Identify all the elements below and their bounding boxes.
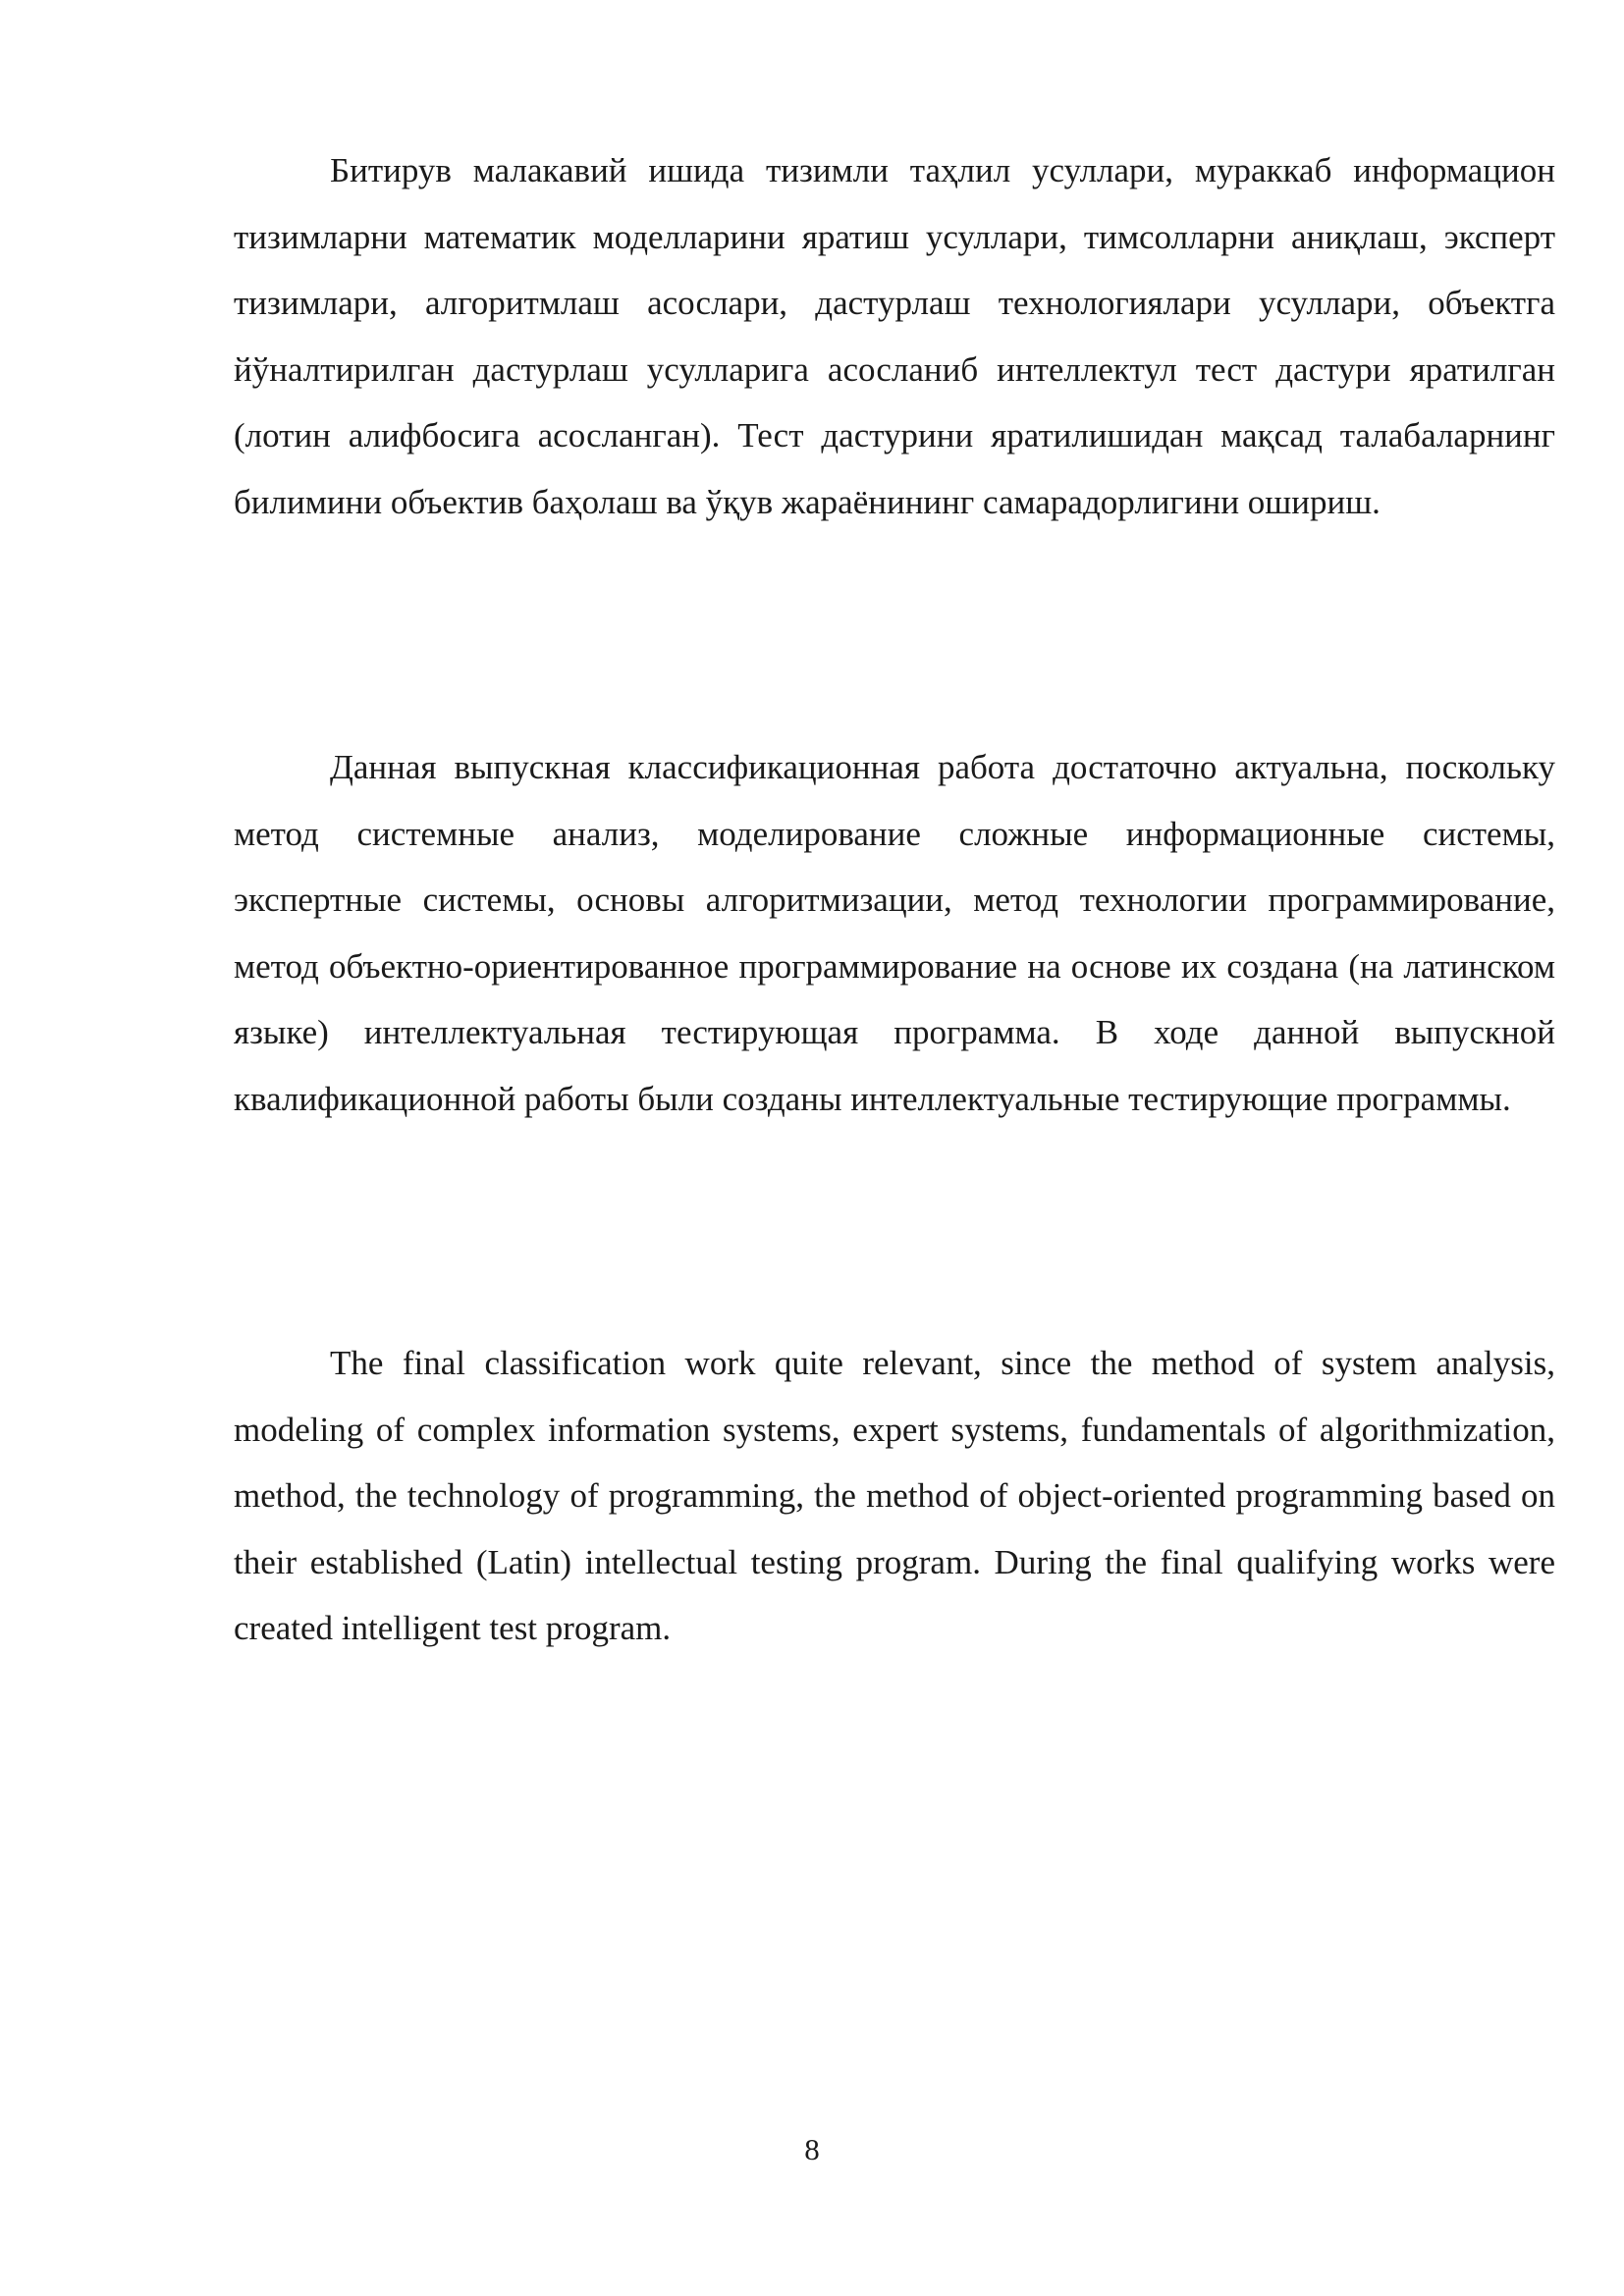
paragraph-russian: Данная выпускная классификационная работа достаточно актуальна, поскольку метод системные анализ, моделирование сложные информационные системы, экспертные системы, основы алгоритмизации, метод технологии программирование, метод объектно-ориентированное программирование на основе их создана (на латинском языке) интеллектуальная тестирующая программа. В ходе данной выпускной квалификационной работы были созданы интеллектуальные тестирующие программы. — [234, 748, 1555, 1118]
paragraph-uzbek: Битирув малакавий ишида тизимли таҳлил усуллари, мураккаб информацион тизимларни математик моделларини яратиш усуллари, тимсолларни аниқлаш, эксперт тизимлари, алгоритмлаш асослари, дастурлаш технологиялари усуллари, объектга йўналтирилган дастурлаш усулларига асосланиб интеллектул тест дастури яратилган (лотин алифбосига асосланган). Тест дастурини яратилишидан мақсад талабаларнинг билимини объектив баҳолаш ва ўқув жараёнининг самарадорлигини ошириш. — [234, 151, 1555, 521]
paragraph-english: The final classification work quite relevant, since the method of system analysis, modeling of complex information systems, expert systems, fundamentals of algorithmization, method, the technology of programming, the method of object-oriented programming based on their established (Latin) intellectual testing program. During the final qualifying works were created intelligent test program. — [234, 1344, 1555, 1647]
page-number: 8 — [804, 2132, 820, 2166]
